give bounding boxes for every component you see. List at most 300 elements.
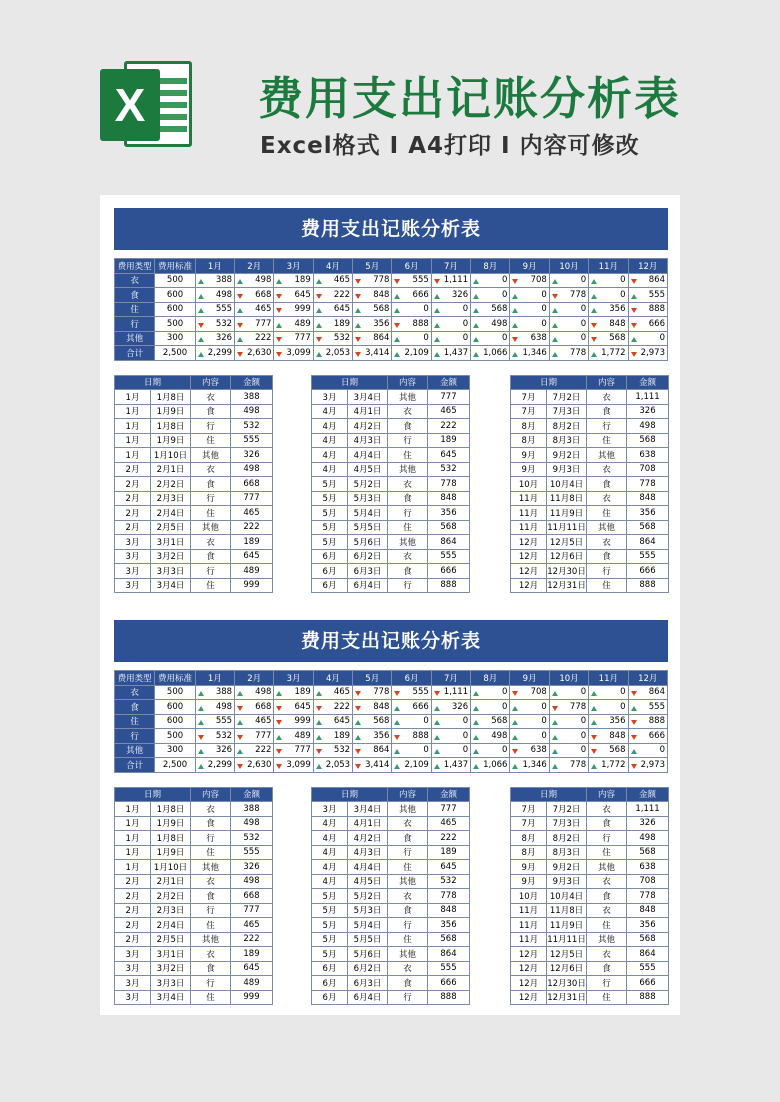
month-value-cell <box>274 302 313 317</box>
month-value: 555 <box>412 275 429 286</box>
date-cell: 7月3日 <box>547 404 587 419</box>
month-value: 189 <box>294 687 311 698</box>
trend-down-icon <box>512 337 518 342</box>
summary-row <box>115 729 668 744</box>
expense-category: 合计 <box>115 758 155 773</box>
date-cell: 10月4日 <box>547 477 587 492</box>
month-value: 999 <box>294 716 311 727</box>
trend-up-icon <box>198 337 204 342</box>
ledger-row <box>511 874 669 889</box>
content-cell: 食 <box>191 816 231 831</box>
content-cell: 其他 <box>587 860 627 875</box>
month-value-cell <box>549 331 588 346</box>
month-value: 498 <box>255 687 272 698</box>
trend-up-icon <box>237 749 243 754</box>
ledger-row <box>511 549 669 564</box>
month-value: 0 <box>580 730 587 741</box>
trend-up-icon <box>552 323 558 328</box>
ledger-row <box>312 549 470 564</box>
summary-table <box>114 258 668 361</box>
month-value-cell <box>589 700 628 715</box>
date-cell: 11月11日 <box>547 932 587 947</box>
date-cell: 2月5日 <box>151 520 191 535</box>
ledger-table <box>311 787 470 1006</box>
trend-up-icon <box>355 735 361 740</box>
month-value-cell <box>313 288 352 303</box>
month-cell: 11月 <box>511 903 547 918</box>
ledger-row <box>511 976 669 991</box>
ledger-header-row <box>511 375 669 390</box>
month-value-cell <box>510 729 549 744</box>
month-value: 388 <box>215 275 233 286</box>
amount-cell: 555 <box>231 845 273 860</box>
ledger-row <box>312 802 470 817</box>
trend-up-icon <box>316 735 322 740</box>
column-header: 2月 <box>235 259 274 274</box>
month-cell: 2月 <box>115 520 151 535</box>
trend-down-icon <box>631 735 637 740</box>
date-cell: 2月3日 <box>151 903 191 918</box>
amount-header: 金额 <box>627 375 669 390</box>
month-value: 568 <box>609 745 626 756</box>
ledger-row <box>115 578 273 593</box>
amount-cell: 532 <box>428 874 470 889</box>
trend-down-icon <box>591 323 597 328</box>
trend-up-icon <box>512 720 518 725</box>
date-cell: 11月9日 <box>547 506 587 521</box>
trend-up-icon <box>198 749 204 754</box>
content-cell: 行 <box>191 831 231 846</box>
trend-down-icon <box>434 691 440 696</box>
month-cell: 1月 <box>115 404 151 419</box>
date-cell: 2月1日 <box>151 874 191 889</box>
month-value: 0 <box>541 730 547 741</box>
content-cell: 住 <box>191 578 231 593</box>
month-value-cell <box>195 700 234 715</box>
date-cell: 6月3日 <box>348 564 388 579</box>
date-cell: 1月8日 <box>151 831 191 846</box>
month-value: 465 <box>255 716 272 727</box>
content-cell: 衣 <box>191 462 231 477</box>
amount-cell: 999 <box>231 990 273 1005</box>
date-cell: 3月3日 <box>151 976 191 991</box>
column-header: 6月 <box>392 259 431 274</box>
month-cell: 3月 <box>115 976 151 991</box>
month-value: 326 <box>451 289 469 300</box>
month-cell: 1月 <box>115 802 151 817</box>
trend-up-icon <box>473 764 479 769</box>
block-title: 费用支出记账分析表 <box>114 620 668 662</box>
month-value-cell <box>392 758 431 773</box>
month-value-cell <box>353 714 392 729</box>
trend-down-icon <box>355 749 361 754</box>
month-value-cell <box>628 317 668 332</box>
month-value: 489 <box>294 318 311 329</box>
ledger-row <box>511 404 669 419</box>
month-cell: 2月 <box>115 491 151 506</box>
ledger-row <box>312 433 470 448</box>
amount-cell: 708 <box>627 462 669 477</box>
month-value: 2,109 <box>404 759 429 770</box>
date-cell: 12月30日 <box>547 564 587 579</box>
amount-cell: 778 <box>627 477 669 492</box>
summary-row <box>115 714 668 729</box>
ledger-row <box>312 903 470 918</box>
month-cell: 7月 <box>511 390 547 405</box>
amount-cell: 532 <box>231 831 273 846</box>
ledger-row <box>511 889 669 904</box>
month-value: 498 <box>491 730 508 741</box>
trend-down-icon <box>591 735 597 740</box>
month-value-cell <box>628 685 668 700</box>
month-cell: 2月 <box>115 506 151 521</box>
date-cell: 6月3日 <box>348 976 388 991</box>
trend-down-icon <box>591 749 597 754</box>
month-value-cell <box>195 317 234 332</box>
month-cell: 1月 <box>115 419 151 434</box>
month-value-cell <box>313 700 352 715</box>
month-value: 888 <box>412 318 429 329</box>
month-cell: 10月 <box>511 889 547 904</box>
trend-up-icon <box>237 691 243 696</box>
trend-up-icon <box>276 279 282 284</box>
month-cell: 6月 <box>312 990 348 1005</box>
month-value-cell <box>549 317 588 332</box>
trend-up-icon <box>473 691 479 696</box>
date-cell: 3月4日 <box>348 802 388 817</box>
month-value-cell <box>549 729 588 744</box>
month-value-cell <box>392 346 431 361</box>
month-cell: 11月 <box>511 932 547 947</box>
month-cell: 9月 <box>511 860 547 875</box>
month-value-cell <box>392 714 431 729</box>
amount-cell: 465 <box>428 404 470 419</box>
month-cell: 10月 <box>511 477 547 492</box>
month-value: 0 <box>620 275 626 286</box>
amount-cell: 848 <box>627 903 669 918</box>
trend-up-icon <box>316 691 322 696</box>
ledger-row <box>511 477 669 492</box>
trend-up-icon <box>434 323 440 328</box>
date-header: 日期 <box>115 787 191 802</box>
amount-cell: 864 <box>428 535 470 550</box>
month-value: 498 <box>491 318 508 329</box>
month-value-cell <box>510 346 549 361</box>
month-value-cell <box>392 685 431 700</box>
month-value: 189 <box>333 730 351 741</box>
month-value-cell <box>628 714 668 729</box>
month-value-cell <box>628 288 668 303</box>
month-value: 1,772 <box>601 347 626 358</box>
month-value-cell <box>235 685 274 700</box>
month-value-cell <box>313 273 352 288</box>
content-cell: 其他 <box>388 947 428 962</box>
trend-up-icon <box>276 735 282 740</box>
month-value-cell <box>471 714 510 729</box>
trend-down-icon <box>355 279 361 284</box>
date-cell: 12月5日 <box>547 947 587 962</box>
expense-standard: 600 <box>155 714 195 729</box>
ledger-row <box>312 535 470 550</box>
month-cell: 1月 <box>115 860 151 875</box>
trend-up-icon <box>394 337 400 342</box>
content-cell: 食 <box>191 549 231 564</box>
month-value-cell <box>235 346 274 361</box>
trend-up-icon <box>394 706 400 711</box>
expense-category: 合计 <box>115 346 155 361</box>
date-cell: 1月9日 <box>151 816 191 831</box>
amount-cell: 666 <box>627 564 669 579</box>
expense-category: 衣 <box>115 685 155 700</box>
date-cell: 1月10日 <box>151 860 191 875</box>
month-value-cell <box>353 700 392 715</box>
date-cell: 5月4日 <box>348 918 388 933</box>
trend-up-icon <box>591 308 597 313</box>
month-cell: 4月 <box>312 874 348 889</box>
month-cell: 12月 <box>511 564 547 579</box>
ledger-row <box>511 831 669 846</box>
expense-standard: 500 <box>155 317 195 332</box>
ledger-row <box>312 831 470 846</box>
content-cell: 食 <box>587 404 627 419</box>
ledger-row <box>115 477 273 492</box>
trend-up-icon <box>473 352 479 357</box>
month-value: 0 <box>580 745 587 756</box>
month-value: 0 <box>541 318 547 329</box>
trend-up-icon <box>198 720 204 725</box>
ledger-row <box>115 549 273 564</box>
expense-standard: 2,500 <box>155 758 195 773</box>
month-value-cell <box>392 317 431 332</box>
content-cell: 衣 <box>388 477 428 492</box>
month-value-cell <box>589 288 628 303</box>
ledger-row <box>511 419 669 434</box>
month-value-cell <box>471 729 510 744</box>
month-value-cell <box>431 758 470 773</box>
content-cell: 其他 <box>191 860 231 875</box>
month-cell: 6月 <box>312 564 348 579</box>
amount-header: 金额 <box>428 375 470 390</box>
month-value: 568 <box>609 333 626 344</box>
amount-cell: 388 <box>231 802 273 817</box>
month-value: 708 <box>530 687 547 698</box>
content-cell: 住 <box>388 860 428 875</box>
ledger-row <box>115 491 273 506</box>
trend-up-icon <box>512 294 518 299</box>
amount-cell: 888 <box>428 578 470 593</box>
ledger-row <box>511 961 669 976</box>
trend-down-icon <box>316 706 322 711</box>
month-cell: 6月 <box>312 578 348 593</box>
ledger-row <box>312 816 470 831</box>
trend-up-icon <box>316 323 322 328</box>
month-value-cell <box>471 346 510 361</box>
month-cell: 8月 <box>511 831 547 846</box>
trend-up-icon <box>591 691 597 696</box>
ledger-row <box>115 816 273 831</box>
content-cell: 住 <box>587 506 627 521</box>
trend-up-icon <box>198 294 204 299</box>
month-value: 0 <box>541 304 547 315</box>
summary-header-row <box>115 259 668 274</box>
month-value-cell <box>628 331 668 346</box>
trend-up-icon <box>355 720 361 725</box>
trend-up-icon <box>198 706 204 711</box>
amount-cell: 465 <box>231 918 273 933</box>
date-cell: 2月3日 <box>151 491 191 506</box>
content-cell: 行 <box>388 578 428 593</box>
trend-up-icon <box>512 323 518 328</box>
trend-down-icon <box>355 691 361 696</box>
ledger-row <box>511 932 669 947</box>
trend-up-icon <box>394 764 400 769</box>
month-value-cell <box>628 700 668 715</box>
amount-header: 金额 <box>231 375 273 390</box>
month-value-cell <box>510 288 549 303</box>
date-cell: 1月8日 <box>151 390 191 405</box>
month-value-cell <box>431 273 470 288</box>
month-cell: 1月 <box>115 845 151 860</box>
month-value: 532 <box>215 730 233 741</box>
month-value-cell <box>313 685 352 700</box>
trend-up-icon <box>434 294 440 299</box>
trend-down-icon <box>631 308 637 313</box>
month-cell: 12月 <box>511 961 547 976</box>
month-value: 2,973 <box>640 347 665 358</box>
month-value: 638 <box>530 745 547 756</box>
month-value: 2,630 <box>247 347 272 358</box>
expense-standard: 2,500 <box>155 346 195 361</box>
amount-cell: 777 <box>231 491 273 506</box>
date-cell: 12月6日 <box>547 961 587 976</box>
date-cell: 5月2日 <box>348 477 388 492</box>
month-value-cell <box>313 331 352 346</box>
month-cell: 12月 <box>511 578 547 593</box>
month-value: 0 <box>462 318 469 329</box>
date-cell: 9月3日 <box>547 874 587 889</box>
ledger-row <box>312 564 470 579</box>
amount-cell: 465 <box>428 816 470 831</box>
column-header: 9月 <box>510 671 549 686</box>
trend-up-icon <box>473 294 479 299</box>
month-value: 864 <box>373 745 390 756</box>
ledger-row <box>115 932 273 947</box>
ledger-row <box>511 903 669 918</box>
date-cell: 11月11日 <box>547 520 587 535</box>
trend-up-icon <box>591 352 597 357</box>
month-value-cell <box>313 729 352 744</box>
content-cell: 住 <box>587 433 627 448</box>
date-cell: 7月2日 <box>547 802 587 817</box>
amount-cell: 1,111 <box>627 390 669 405</box>
trend-up-icon <box>552 352 558 357</box>
month-value-cell <box>353 729 392 744</box>
ledger-row <box>511 947 669 962</box>
content-cell: 住 <box>191 433 231 448</box>
month-value: 888 <box>412 730 429 741</box>
amount-header: 金额 <box>627 787 669 802</box>
ledger-row <box>511 390 669 405</box>
month-cell: 3月 <box>115 535 151 550</box>
date-cell: 9月2日 <box>547 448 587 463</box>
trend-up-icon <box>237 308 243 313</box>
month-value: 0 <box>462 304 469 315</box>
ledger-row <box>312 874 470 889</box>
amount-cell: 999 <box>231 578 273 593</box>
column-header: 6月 <box>392 671 431 686</box>
content-cell: 其他 <box>388 390 428 405</box>
month-value-cell <box>392 331 431 346</box>
amount-cell: 189 <box>428 845 470 860</box>
month-cell: 3月 <box>115 990 151 1005</box>
month-value: 0 <box>580 716 587 727</box>
ledger-row <box>511 860 669 875</box>
summary-row <box>115 743 668 758</box>
amount-cell: 888 <box>627 578 669 593</box>
ledger-row <box>115 860 273 875</box>
month-value: 356 <box>609 304 626 315</box>
date-cell: 2月5日 <box>151 932 191 947</box>
trend-down-icon <box>591 337 597 342</box>
month-cell: 11月 <box>511 506 547 521</box>
month-value-cell <box>392 743 431 758</box>
month-value-cell <box>510 714 549 729</box>
month-value: 0 <box>580 333 587 344</box>
amount-cell: 189 <box>428 433 470 448</box>
content-cell: 衣 <box>191 535 231 550</box>
expense-standard: 300 <box>155 743 195 758</box>
month-value: 0 <box>423 333 429 344</box>
month-value-cell <box>628 743 668 758</box>
amount-header: 金额 <box>231 787 273 802</box>
month-value-cell <box>431 331 470 346</box>
expense-category: 其他 <box>115 331 155 346</box>
ledger-row <box>115 448 273 463</box>
trend-down-icon <box>355 337 361 342</box>
content-cell: 住 <box>191 506 231 521</box>
content-cell: 住 <box>388 448 428 463</box>
month-value: 638 <box>530 333 547 344</box>
ledger-row <box>115 903 273 918</box>
month-cell: 4月 <box>312 433 348 448</box>
month-cell: 8月 <box>511 419 547 434</box>
date-cell: 5月5日 <box>348 520 388 535</box>
date-cell: 12月5日 <box>547 535 587 550</box>
month-value-cell <box>549 302 588 317</box>
content-cell: 行 <box>587 564 627 579</box>
month-value: 498 <box>215 701 233 712</box>
trend-up-icon <box>473 337 479 342</box>
month-value-cell <box>274 346 313 361</box>
content-cell: 行 <box>388 845 428 860</box>
trend-up-icon <box>473 735 479 740</box>
month-value: 999 <box>294 304 311 315</box>
ledger-row <box>312 520 470 535</box>
content-cell: 食 <box>587 961 627 976</box>
month-value: 888 <box>648 304 665 315</box>
month-value: 555 <box>215 716 233 727</box>
date-cell: 4月2日 <box>348 419 388 434</box>
amount-cell: 568 <box>627 433 669 448</box>
amount-cell: 645 <box>428 448 470 463</box>
month-value-cell <box>313 346 352 361</box>
date-cell: 11月9日 <box>547 918 587 933</box>
month-value: 645 <box>333 304 351 315</box>
ledger-group <box>114 787 668 1017</box>
amount-cell: 888 <box>627 990 669 1005</box>
summary-row <box>115 288 668 303</box>
trend-up-icon <box>198 308 204 313</box>
